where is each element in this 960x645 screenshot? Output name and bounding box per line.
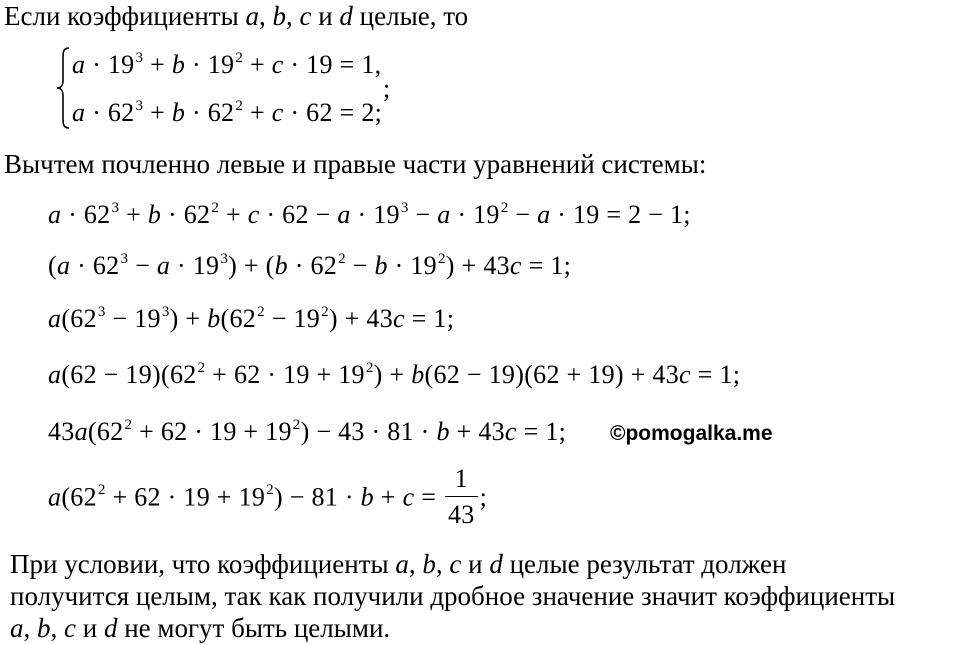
- var-a: a: [10, 613, 24, 643]
- exponent: 3: [111, 200, 120, 216]
- var-a: a: [48, 360, 62, 389]
- intro-text: Если коэффициенты: [4, 1, 246, 31]
- var-a: a: [56, 251, 71, 280]
- math-text: ) +: [373, 360, 412, 389]
- math-text: (62 − 19)(62: [61, 360, 197, 389]
- var-a: a: [72, 98, 86, 127]
- math-text: = 1;: [521, 251, 572, 280]
- var-d: d: [489, 549, 503, 579]
- exponent: 2: [124, 417, 133, 433]
- step-5: [48, 417, 566, 451]
- conclusion-line-1: [10, 548, 786, 580]
- comma: ,: [50, 613, 64, 643]
- math-text: ) + 43: [328, 304, 393, 333]
- math-text: = 1;: [690, 360, 741, 389]
- system-equation-2: [72, 98, 382, 132]
- math-text: − 19: [105, 304, 161, 333]
- watermark: ©pomogalka.me: [610, 422, 773, 445]
- conclusion-line-3: [10, 612, 390, 644]
- step-3: [48, 304, 454, 338]
- var-a: a: [437, 200, 451, 229]
- math-text: · 19: [450, 200, 500, 229]
- comma: ,: [258, 1, 273, 31]
- exponent: 2: [338, 251, 346, 267]
- exponent: 2: [292, 417, 301, 433]
- var-c: c: [679, 360, 691, 389]
- intro-text-end: целые, то: [352, 1, 469, 31]
- math-text: · 19: [350, 200, 400, 229]
- exponent: 2: [235, 98, 244, 114]
- var-a: a: [48, 200, 62, 229]
- math-text: 43: [48, 417, 75, 446]
- var-b: b: [37, 613, 51, 643]
- math-text: · 19: [185, 50, 235, 79]
- var-b: b: [272, 1, 286, 31]
- fraction: [445, 464, 478, 531]
- math-text: +: [243, 50, 272, 79]
- math-text: · 19: [387, 251, 437, 280]
- var-b: b: [171, 98, 186, 127]
- math-text: (62: [220, 304, 257, 333]
- math-text: ) + (: [228, 251, 275, 280]
- var-b: b: [360, 482, 374, 512]
- math-text: = 1;: [516, 417, 567, 446]
- comma: ,: [408, 549, 423, 579]
- var-b: b: [436, 417, 450, 446]
- exponent: 2: [197, 360, 206, 376]
- var-c: c: [509, 251, 522, 280]
- exponent: 2: [365, 360, 374, 376]
- var-b: b: [147, 200, 162, 229]
- math-text: − 19: [264, 304, 321, 333]
- exponent: 2: [235, 50, 244, 66]
- math-text: ) +: [169, 304, 208, 333]
- math-text: +: [143, 50, 172, 79]
- math-text: + 62 · 19 + 19: [132, 417, 292, 446]
- math-text: =: [414, 482, 443, 512]
- math-text: · 62: [61, 200, 111, 229]
- var-a: a: [48, 304, 62, 333]
- var-a: a: [337, 200, 351, 229]
- var-a: a: [537, 200, 551, 229]
- var-c: c: [449, 549, 462, 579]
- var-b: b: [207, 304, 221, 333]
- exponent: 2: [266, 482, 274, 499]
- var-d: d: [103, 613, 118, 643]
- system-equation-1: [72, 50, 381, 84]
- var-b: b: [411, 360, 425, 389]
- var-b: b: [171, 50, 186, 79]
- exponent: 3: [120, 251, 129, 267]
- math-text: ) − 43 · 81 ·: [300, 417, 437, 446]
- exponent: 3: [135, 98, 144, 114]
- math-text: (: [48, 251, 57, 280]
- comma: ,: [23, 613, 37, 643]
- var-d: d: [339, 1, 353, 31]
- math-text: (62: [87, 417, 124, 446]
- conclusion-text: целые результат должен: [502, 549, 787, 579]
- math-text: (62: [61, 304, 97, 333]
- var-a: a: [245, 1, 259, 31]
- math-text: + 43: [449, 417, 505, 446]
- var-b: b: [274, 251, 288, 280]
- var-c: c: [504, 417, 517, 446]
- exponent: 2: [321, 304, 329, 320]
- math-text: (62 − 19)(62 + 19) + 43: [424, 360, 680, 389]
- exponent: 2: [500, 200, 509, 216]
- math-text: · 19: [170, 251, 220, 280]
- var-c: c: [299, 1, 312, 31]
- var-c: c: [271, 50, 284, 79]
- comma: ,: [285, 1, 300, 31]
- math-text: ) + 43: [445, 251, 510, 280]
- step-6: [48, 466, 487, 533]
- exponent: 2: [437, 251, 446, 267]
- intro-line: [4, 0, 468, 32]
- math-text: ) − 81 ·: [273, 482, 361, 512]
- var-a: a: [72, 50, 86, 79]
- math-text: · 62: [70, 251, 120, 280]
- math-text: · 62: [85, 98, 135, 127]
- conclusion-text: не могут быть целыми.: [117, 613, 391, 643]
- math-text: (62: [61, 482, 97, 512]
- var-a: a: [156, 251, 171, 280]
- system-tail-semicolon: ;: [383, 74, 391, 103]
- math-text: · 19: [85, 50, 135, 79]
- math-text: +: [219, 200, 248, 229]
- var-b: b: [374, 251, 388, 280]
- var-a: a: [74, 417, 88, 446]
- comma: ,: [435, 549, 450, 579]
- exponent: 3: [97, 304, 106, 320]
- exponent: 2: [211, 200, 220, 216]
- fraction-denominator: 43: [447, 500, 475, 529]
- math-text: ;: [479, 482, 488, 512]
- var-c: c: [64, 613, 76, 643]
- exponent: 2: [97, 482, 106, 499]
- system-brace: [56, 46, 72, 130]
- var-c: c: [247, 200, 260, 229]
- var-b: b: [422, 549, 436, 579]
- subtract-instruction: Вычтем почленно левые и правые части уравнений системы:: [4, 149, 707, 179]
- conjunction: и: [311, 1, 340, 31]
- conjunction: и: [75, 613, 104, 643]
- step-2: [48, 251, 571, 285]
- math-text: −: [508, 200, 538, 229]
- step-4: [48, 360, 740, 394]
- math-text: +: [373, 482, 403, 512]
- step-1: [48, 200, 691, 234]
- var-c: c: [271, 98, 284, 127]
- math-text: = 1;: [404, 304, 455, 333]
- exponent: 3: [400, 200, 409, 216]
- fraction-numerator: 1: [445, 464, 478, 497]
- math-text: +: [119, 200, 148, 229]
- exponent: 3: [220, 251, 229, 267]
- conjunction: и: [461, 549, 490, 579]
- math-text: · 62: [185, 98, 235, 127]
- math-text: −: [128, 251, 157, 280]
- var-c: c: [402, 482, 415, 512]
- math-text: · 62: [287, 251, 338, 280]
- math-text: −: [345, 251, 375, 280]
- var-a: a: [395, 549, 409, 579]
- var-a: a: [48, 482, 62, 512]
- exponent: 3: [135, 50, 144, 66]
- math-text: +: [243, 98, 272, 127]
- math-text: +: [143, 98, 172, 127]
- exponent: 3: [161, 304, 170, 320]
- math-text: · 62 −: [259, 200, 338, 229]
- math-text: −: [408, 200, 438, 229]
- math-text: + 62 · 19 + 19: [105, 482, 266, 512]
- var-c: c: [393, 304, 405, 333]
- math-text: · 19 = 1,: [283, 50, 382, 79]
- math-text: + 62 · 19 + 19: [205, 360, 365, 389]
- conclusion-text: При условии, что коэффициенты: [10, 549, 396, 579]
- math-text: · 19 = 2 − 1;: [550, 200, 691, 229]
- math-text: · 62 = 2;: [283, 98, 383, 127]
- conclusion-line-2: получится целым, так как получили дробное значение значит коэффициенты: [10, 581, 896, 611]
- math-text: · 62: [161, 200, 211, 229]
- exponent: 2: [257, 304, 265, 320]
